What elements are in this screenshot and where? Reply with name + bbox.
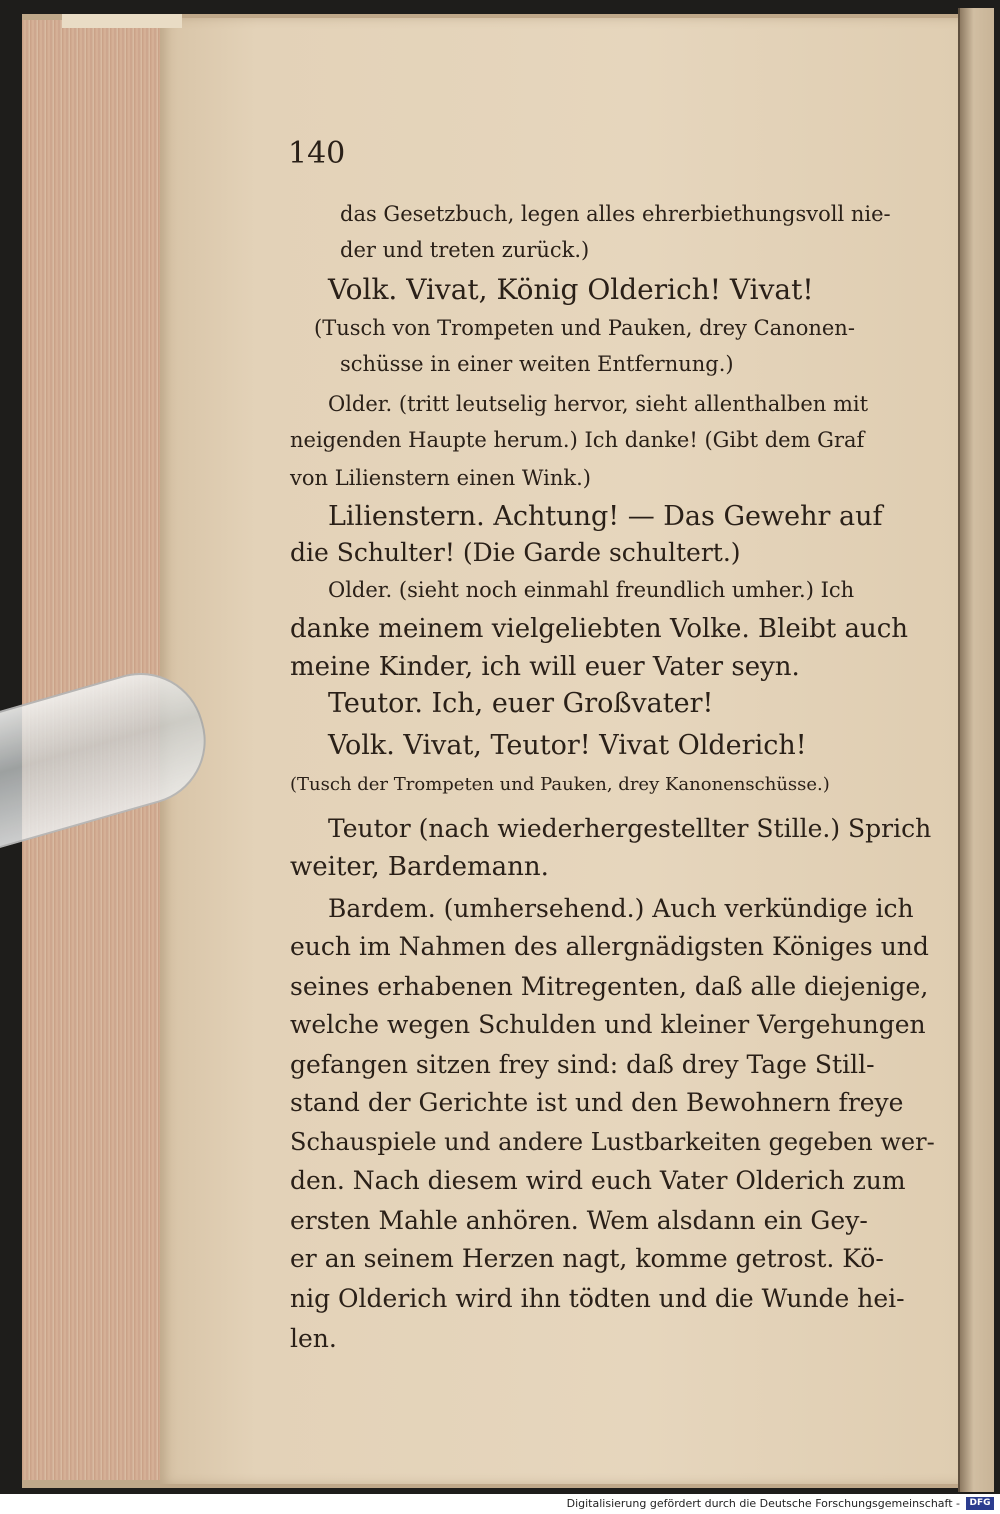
text-line: nig Olderich wird ihn tödten und die Wunde hei- [290,1284,905,1313]
text-line: die Schulter! (Die Garde schultert.) [290,538,741,567]
text-line: Schauspiele und andere Lustbarkeiten gegeben wer- [290,1128,935,1156]
text-line: ersten Mahle anhören. Wem alsdann ein Gey- [290,1206,868,1235]
text-line: Volk. Vivat, Teutor! Vivat Olderich! [328,730,807,761]
text-line: (Tusch von Trompeten und Pauken, drey Canonen- [314,316,855,340]
digitization-footer [0,1494,1000,1514]
text-line: euch im Nahmen des allergnädigsten Königes und [290,932,929,961]
text-line: von Lilienstern einen Wink.) [290,466,591,490]
text-line: den. Nach diesem wird euch Vater Olderich zum [290,1166,906,1195]
text-line: Teutor. Ich, euer Großvater! [328,688,714,719]
text-line: welche wegen Schulden und kleiner Vergehungen [290,1010,926,1039]
text-line: (Tusch der Trompeten und Pauken, drey Kanonenschüsse.) [290,774,830,795]
text-line: Volk. Vivat, König Olderich! Vivat! [328,273,814,306]
text-line: er an seinem Herzen nagt, komme getrost. Kö- [290,1244,884,1273]
dfg-logo-icon: DFG [966,1497,994,1510]
text-line: Older. (tritt leutselig hervor, sieht allenthalben mit [328,392,869,416]
text-line: weiter, Bardemann. [290,852,549,882]
text-line: danke meinem vielgeliebten Volke. Bleibt auch [290,614,909,644]
text-line: len. [290,1324,337,1353]
text-line: Lilienstern. Achtung! — Das Gewehr auf [328,501,883,532]
facing-page-edge [958,8,994,1492]
footer-credit: Digitalisierung gefördert durch die Deutsche Forschungsgemeinschaft - [566,1497,960,1510]
text-line: der und treten zurück.) [340,238,590,262]
text-line: meine Kinder, ich will euer Vater seyn. [290,652,800,682]
text-line: Bardem. (umhersehend.) Auch verkündige ich [328,894,914,923]
text-line: neigenden Haupte herum.) Ich danke! (Gibt dem Graf [290,428,865,452]
text-line: seines erhabenen Mitregenten, daß alle diejenige, [290,972,929,1001]
text-line: gefangen sitzen frey sind: daß drey Tage Still- [290,1050,875,1079]
text-line: das Gesetzbuch, legen alles ehrerbiethungsvoll nie- [340,202,891,226]
paper-scrap [62,14,182,28]
text-line: Older. (sieht noch einmahl freundlich umher.) Ich [328,578,855,602]
text-line: schüsse in einer weiten Entfernung.) [340,352,734,376]
text-line: Teutor (nach wiederhergestellter Stille.) Sprich [328,814,932,843]
text-line: stand der Gerichte ist und den Bewohnern freye [290,1088,904,1117]
page-number: 140 [288,136,346,171]
